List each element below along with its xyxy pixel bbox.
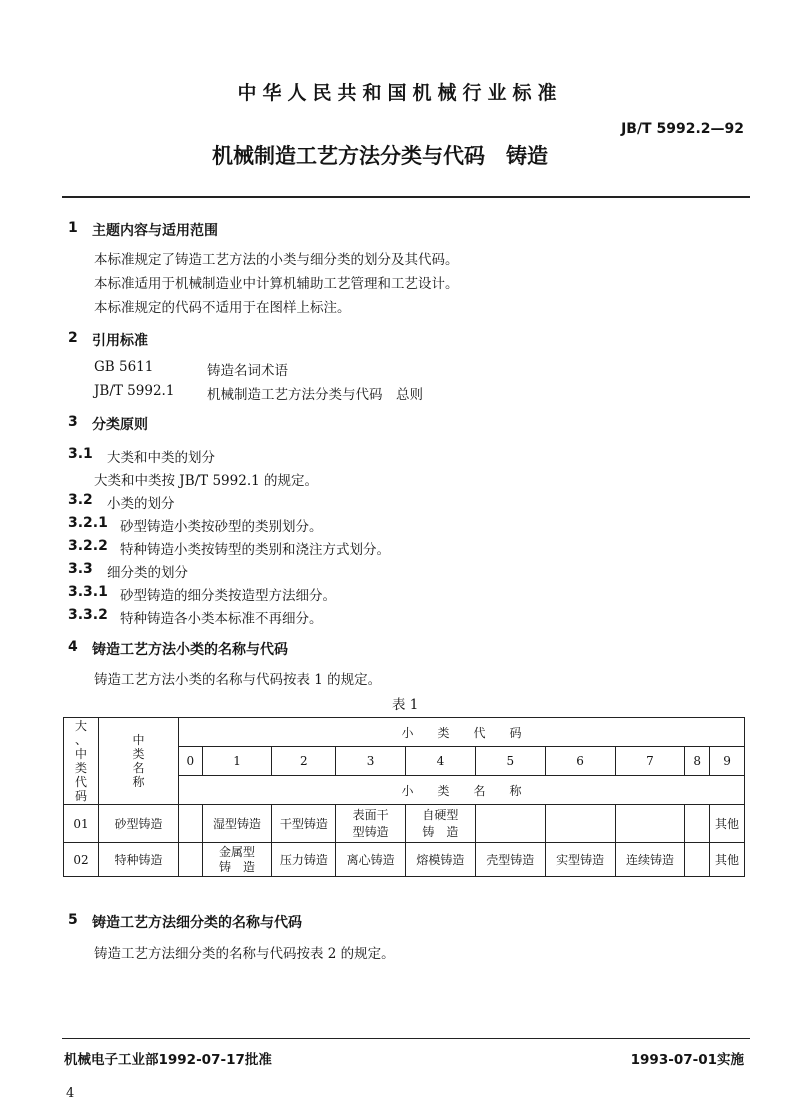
- table-row-code: 01: [64, 805, 99, 843]
- medium-category-name-header: 中 类 名 称: [98, 718, 178, 805]
- clause-text: 大类和中类的划分: [107, 450, 215, 466]
- table-cell: [615, 805, 685, 843]
- table-cell: [685, 805, 710, 843]
- code-cell: 5: [475, 747, 545, 776]
- major-category-code-header: 大 、 中 类 代 码: [64, 718, 99, 805]
- section-5-heading: 铸造工艺方法细分类的名称与代码: [92, 915, 302, 931]
- clause-text: 砂型铸造的细分类按造型方法细分。: [120, 588, 336, 604]
- table-cell: [545, 805, 615, 843]
- standard-number: JB/T 5992.2—92: [621, 121, 744, 137]
- table-cell: 自硬型 铸 造: [406, 805, 476, 843]
- clause-text: 特种铸造小类按铸型的类别和浇注方式划分。: [120, 542, 390, 558]
- subcategory-name-header: 小 类 名 称: [179, 776, 745, 805]
- table-cell: 表面干 型铸造: [336, 805, 406, 843]
- section-1-line: 本标准规定的代码不适用于在图样上标注。: [94, 300, 351, 316]
- table-cell: 连续铸造: [615, 843, 685, 877]
- page-number: 4: [66, 1086, 75, 1101]
- table-cell: 其他: [710, 843, 745, 877]
- section-1-line: 本标准规定了铸造工艺方法的小类与细分类的划分及其代码。: [94, 252, 459, 268]
- reference-code: JB/T 5992.1: [94, 383, 175, 399]
- subcategory-code-header: 小 类 代 码: [179, 718, 745, 747]
- clause-number: 3.1: [68, 446, 93, 462]
- table-row-name: 特种铸造: [98, 843, 178, 877]
- table-cell: 湿型铸造: [202, 805, 272, 843]
- code-cell: 2: [272, 747, 336, 776]
- table-row-name: 砂型铸造: [98, 805, 178, 843]
- section-1-line: 本标准适用于机械制造业中计算机辅助工艺管理和工艺设计。: [94, 276, 459, 292]
- table-cell: 离心铸造: [336, 843, 406, 877]
- section-1-number: 1: [68, 220, 78, 236]
- section-3-number: 3: [68, 414, 78, 430]
- section-1-heading: 主题内容与适用范围: [92, 223, 218, 239]
- code-cell: 8: [685, 747, 710, 776]
- table-cell: 金属型 铸 造: [202, 843, 272, 877]
- effective-date: 1993-07-01实施: [630, 1052, 744, 1068]
- table-cell: 干型铸造: [272, 805, 336, 843]
- section-4-text: 铸造工艺方法小类的名称与代码按表 1 的规定。: [94, 672, 382, 688]
- section-2-heading: 引用标准: [92, 333, 148, 349]
- section-5-number: 5: [68, 912, 78, 928]
- table-cell: [179, 805, 203, 843]
- footer-rule: [62, 1038, 750, 1039]
- section-2-number: 2: [68, 330, 78, 346]
- code-cell: 9: [710, 747, 745, 776]
- clause-text: 小类的划分: [107, 496, 175, 512]
- reference-code: GB 5611: [94, 359, 154, 375]
- code-cell: 3: [336, 747, 406, 776]
- section-5-text: 铸造工艺方法细分类的名称与代码按表 2 的规定。: [94, 946, 395, 962]
- clause-text: 砂型铸造小类按砂型的类别划分。: [120, 519, 323, 535]
- clause-number: 3.2.2: [68, 538, 108, 554]
- clause-number: 3.3: [68, 561, 93, 577]
- table-cell: 熔模铸造: [406, 843, 476, 877]
- table-cell: [179, 843, 203, 877]
- code-cell: 6: [545, 747, 615, 776]
- table-cell: 其他: [710, 805, 745, 843]
- header-rule: [62, 196, 750, 198]
- clause-number: 3.2: [68, 492, 93, 508]
- table-caption: 表 1: [392, 697, 419, 713]
- clause-number: 3.2.1: [68, 515, 108, 531]
- reference-title: 铸造名词术语: [207, 363, 288, 379]
- code-cell: 0: [179, 747, 203, 776]
- table-cell: 实型铸造: [545, 843, 615, 877]
- table-cell: [685, 843, 710, 877]
- classification-table: [63, 717, 745, 877]
- table-cell: 压力铸造: [272, 843, 336, 877]
- table-row-code: 02: [64, 843, 99, 877]
- clause-number: 3.3.1: [68, 584, 108, 600]
- section-4-heading: 铸造工艺方法小类的名称与代码: [92, 642, 288, 658]
- clause-text: 大类和中类按 JB/T 5992.1 的规定。: [94, 473, 318, 489]
- issuing-organization: 中华人民共和国机械行业标准: [237, 82, 563, 104]
- reference-title: 机械制造工艺方法分类与代码 总则: [207, 387, 423, 403]
- table-cell: [475, 805, 545, 843]
- section-3-heading: 分类原则: [92, 417, 148, 433]
- section-4-number: 4: [68, 639, 78, 655]
- approval-date: 机械电子工业部1992-07-17批准: [64, 1052, 272, 1068]
- clause-text: 细分类的划分: [107, 565, 188, 581]
- code-cell: 7: [615, 747, 685, 776]
- code-cell: 1: [202, 747, 272, 776]
- clause-number: 3.3.2: [68, 607, 108, 623]
- code-cell: 4: [406, 747, 476, 776]
- document-title: 机械制造工艺方法分类与代码 铸造: [212, 144, 548, 168]
- table-cell: 壳型铸造: [475, 843, 545, 877]
- clause-text: 特种铸造各小类本标准不再细分。: [120, 611, 323, 627]
